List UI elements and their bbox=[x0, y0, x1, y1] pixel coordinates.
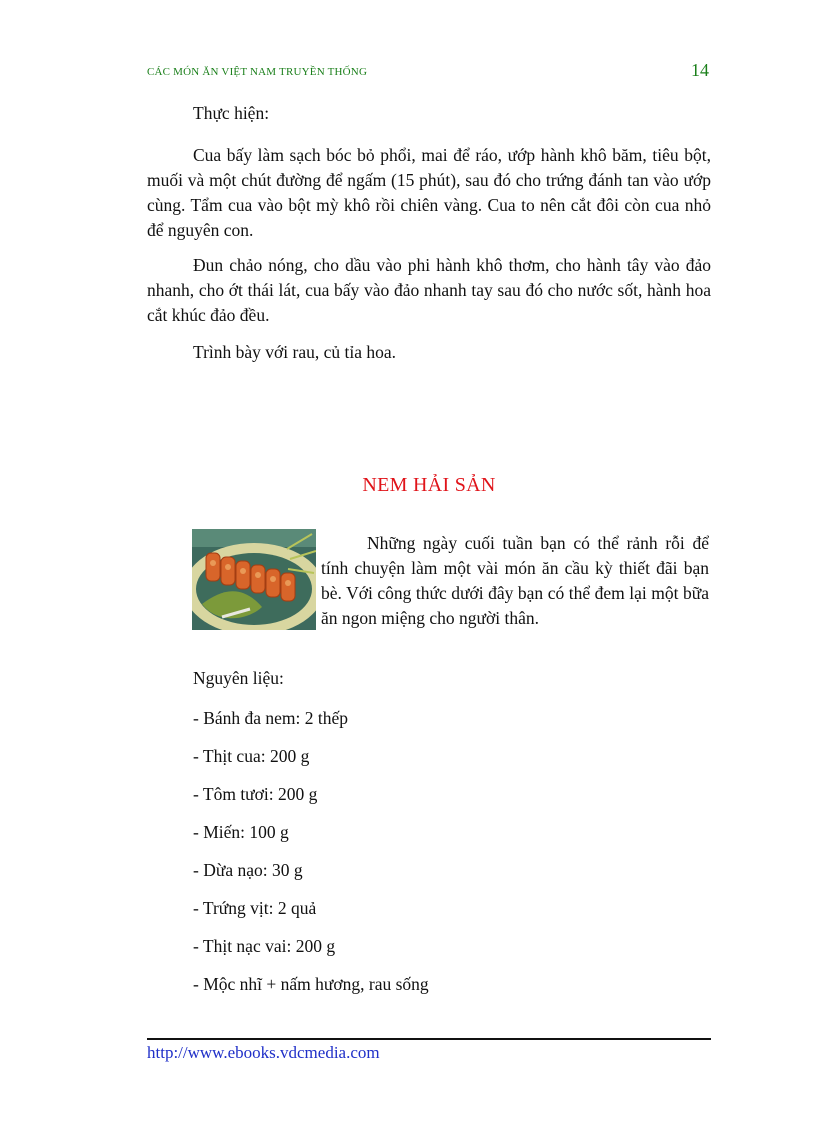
ingredients-label: Nguyên liệu: bbox=[193, 668, 284, 688]
footer-divider bbox=[147, 1038, 711, 1040]
ingredient-item: - Dừa nạo: 30 g bbox=[193, 860, 303, 880]
recipe-title: NEM HẢI SẢN bbox=[362, 474, 496, 496]
footer-website-link[interactable]: http://www.ebooks.vdcmedia.com bbox=[147, 1043, 380, 1062]
ingredient-item: - Bánh đa nem: 2 thếp bbox=[193, 708, 349, 728]
ingredient-item: - Thịt nạc vai: 200 g bbox=[193, 936, 336, 956]
page-header bbox=[147, 60, 711, 84]
ingredient-item: - Trứng vịt: 2 quả bbox=[193, 898, 317, 918]
page-number: 14 bbox=[691, 60, 709, 80]
ingredient-item: - Tôm tươi: 200 g bbox=[193, 784, 318, 804]
steps-label: Thực hiện: bbox=[193, 103, 270, 123]
ingredient-item: - Mộc nhĩ + nấm hương, rau sống bbox=[193, 974, 429, 994]
book-title: CÁC MÓN ĂN VIỆT NAM TRUYỀN THỐNG bbox=[147, 66, 368, 78]
recipe-intro: Những ngày cuối tuần bạn có thể rảnh rỗi để tính chuyện làm một vài món ăn cầu kỳ thiết đãi bạn bè. Với công thức dưới đây bạn có thể đem lại một bữa ăn ngon miệng cho người thân. bbox=[321, 533, 709, 628]
seafood-spring-rolls-photo bbox=[192, 529, 316, 630]
ingredients-list bbox=[193, 706, 429, 1010]
ingredient-item: - Thịt cua: 200 g bbox=[193, 746, 310, 766]
steps-paragraph-1: Cua bấy làm sạch bóc bỏ phổi, mai để ráo, ướp hành khô băm, tiêu bột, muối và một chút đường để ngấm (15 phút), sau đó cho trứng đánh tan vào ướp cùng. Tẩm cua vào bột mỳ khô rồi chiên vàng. Cua to nên cắt đôi còn cua nhỏ để nguyên con. bbox=[147, 145, 711, 240]
steps-paragraph-3: Trình bày với rau, củ tỉa hoa. bbox=[193, 342, 397, 362]
ingredient-item: - Miến: 100 g bbox=[193, 822, 289, 842]
steps-paragraph-2: Đun chảo nóng, cho dầu vào phi hành khô thơm, cho hành tây vào đảo nhanh, cho ớt thái lát, cua bấy vào đảo nhanh tay sau đó cho nước sốt, hành hoa cắt khúc đảo đều. bbox=[147, 255, 711, 325]
dish-photo-icon bbox=[192, 529, 316, 630]
